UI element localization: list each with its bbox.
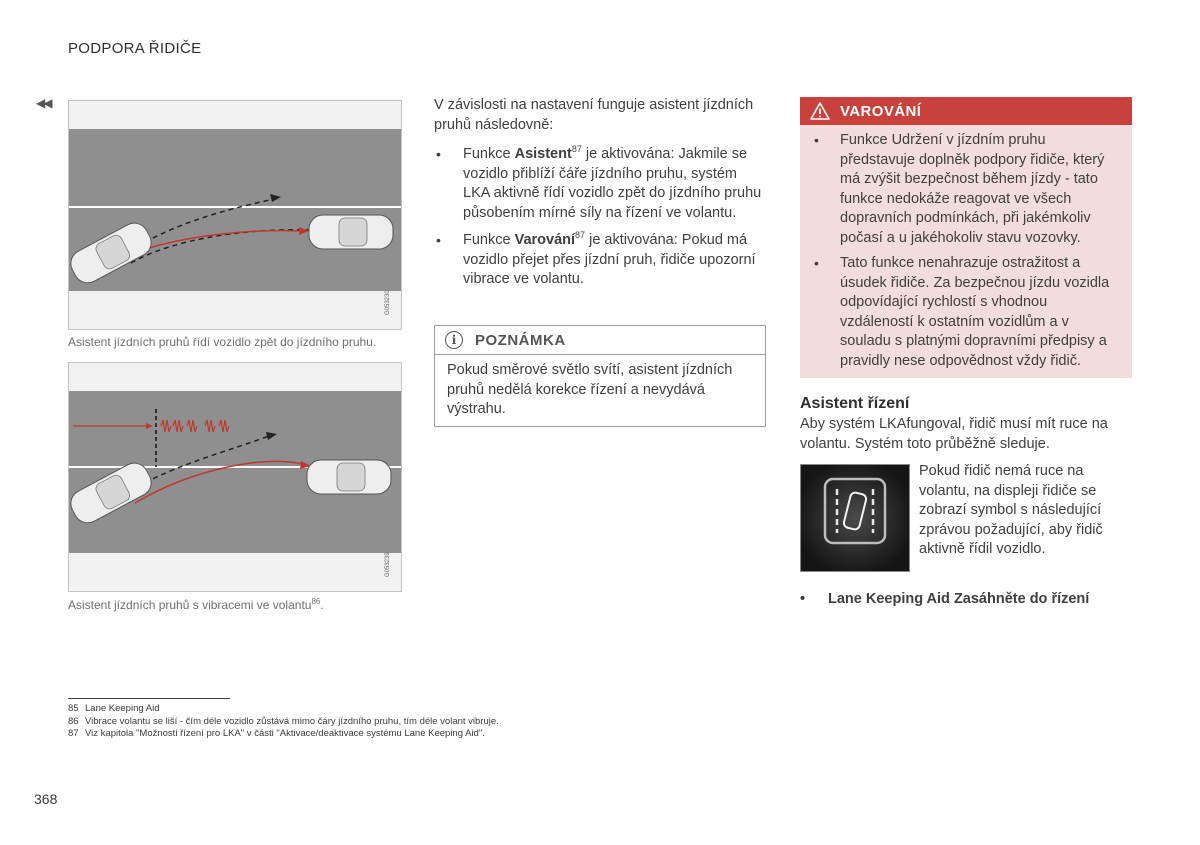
warning-title: VAROVÁNÍ xyxy=(840,102,922,120)
lane-assist-illustration xyxy=(69,101,401,329)
footnotes xyxy=(68,703,499,741)
vibration-illustration xyxy=(69,363,401,591)
driver-display-image xyxy=(800,464,910,572)
hands-on-wheel-symbol-icon xyxy=(801,465,909,571)
warning-body xyxy=(800,125,1132,371)
footnote-divider xyxy=(68,698,230,699)
note-title: POZNÁMKA xyxy=(475,331,566,349)
figure-lane-assist-steering xyxy=(68,100,402,330)
figure-2-caption: Asistent jízdních pruhů s vibracemi ve volantu$^{86}$. xyxy=(68,597,324,612)
back-marker: ◀◀ xyxy=(36,96,51,110)
footnote-85: 85 Lane Keeping Aid xyxy=(68,703,160,714)
note-text: Pokud směrové světlo svítí, asistent jízdních pruhů nedělá korekce řízení a nevydává výstrahu. xyxy=(447,362,733,417)
section-title: PODPORA ŘIDIČE xyxy=(68,40,202,57)
figure-code: G053230 xyxy=(385,290,391,315)
lka-message: • Lane Keeping Aid Zasáhněte do řízení xyxy=(800,591,1090,607)
steering-intro: Aby systém LKAfungoval, řidič musí mít ruce na volantu. Systém toto průběžně sleduje. xyxy=(800,416,1108,452)
note-box xyxy=(434,325,766,427)
page-number: 368 xyxy=(34,791,58,807)
warning-list xyxy=(812,131,1120,371)
footnote-87: 87 Viz kapitola "Možnosti řízení pro LKA" v části "Aktivace/deaktivace systému Lane Keeping Aid". xyxy=(68,728,485,739)
modes-list xyxy=(434,145,766,290)
display-description: Pokud řidič nemá ruce na volantu, na displeji řidiče se zobrazí symbol s následující zprávou požadující, aby řidič aktivně řídil vozidlo. xyxy=(919,463,1103,557)
warning-box xyxy=(800,97,1132,378)
list-item: • Funkce Udržení v jízdním pruhu představuje doplněk podpory řidiče, který má zvýšit bezpečnost během jízdy - tato funkce nedokáže reagovat ve všech dopravních podmínkách, při jakémkoliv počasí a u jakéhokoliv stavu vozovky. xyxy=(812,131,1120,248)
steering-heading: Asistent řízení xyxy=(800,395,910,412)
list-item: • Funkce Asistent$^{87}$ je aktivována: Jakmile se vozidlo přiblíží čáře jízdního pruhu, systém LKA aktivně řídí vozidlo zpět do jízdního pruhu působením mírné síly na řízení ve volantu. xyxy=(434,145,766,223)
warning-triangle-icon xyxy=(810,102,830,120)
figure-code: G053239 xyxy=(385,552,391,577)
figure-1-caption: Asistent jízdních pruhů řídí vozidlo zpět do jízdního pruhu. xyxy=(68,335,377,349)
note-header xyxy=(435,326,765,355)
figure-lane-assist-vibration xyxy=(68,362,402,592)
info-icon: i xyxy=(445,331,463,349)
list-item: • Tato funkce nenahrazuje ostražitost a úsudek řidiče. Za bezpečnou jízdu vozidla odpovídající rychlostí s vhodnou vzdáleností k ostatním vozidlům a v souladu s platnými dopravními předpisy a pravidly nese odpovědnost vždy řidič. xyxy=(812,254,1120,371)
footnote-86: 86 Vibrace volantu se liší - čím déle vozidlo zůstává mimo čáry jízdního pruhu, tím déle volant vibruje. xyxy=(68,715,499,727)
modes-intro: V závislosti na nastavení funguje asistent jízdních pruhů následovně: xyxy=(434,97,754,133)
lane-assist-modes xyxy=(434,96,766,298)
list-item: • Funkce Varování$^{87}$ je aktivována: Pokud má vozidlo přejet přes jízdní pruh, řidiče upozorní vibrace ve volantu. xyxy=(434,231,766,290)
warning-header xyxy=(800,97,1132,125)
